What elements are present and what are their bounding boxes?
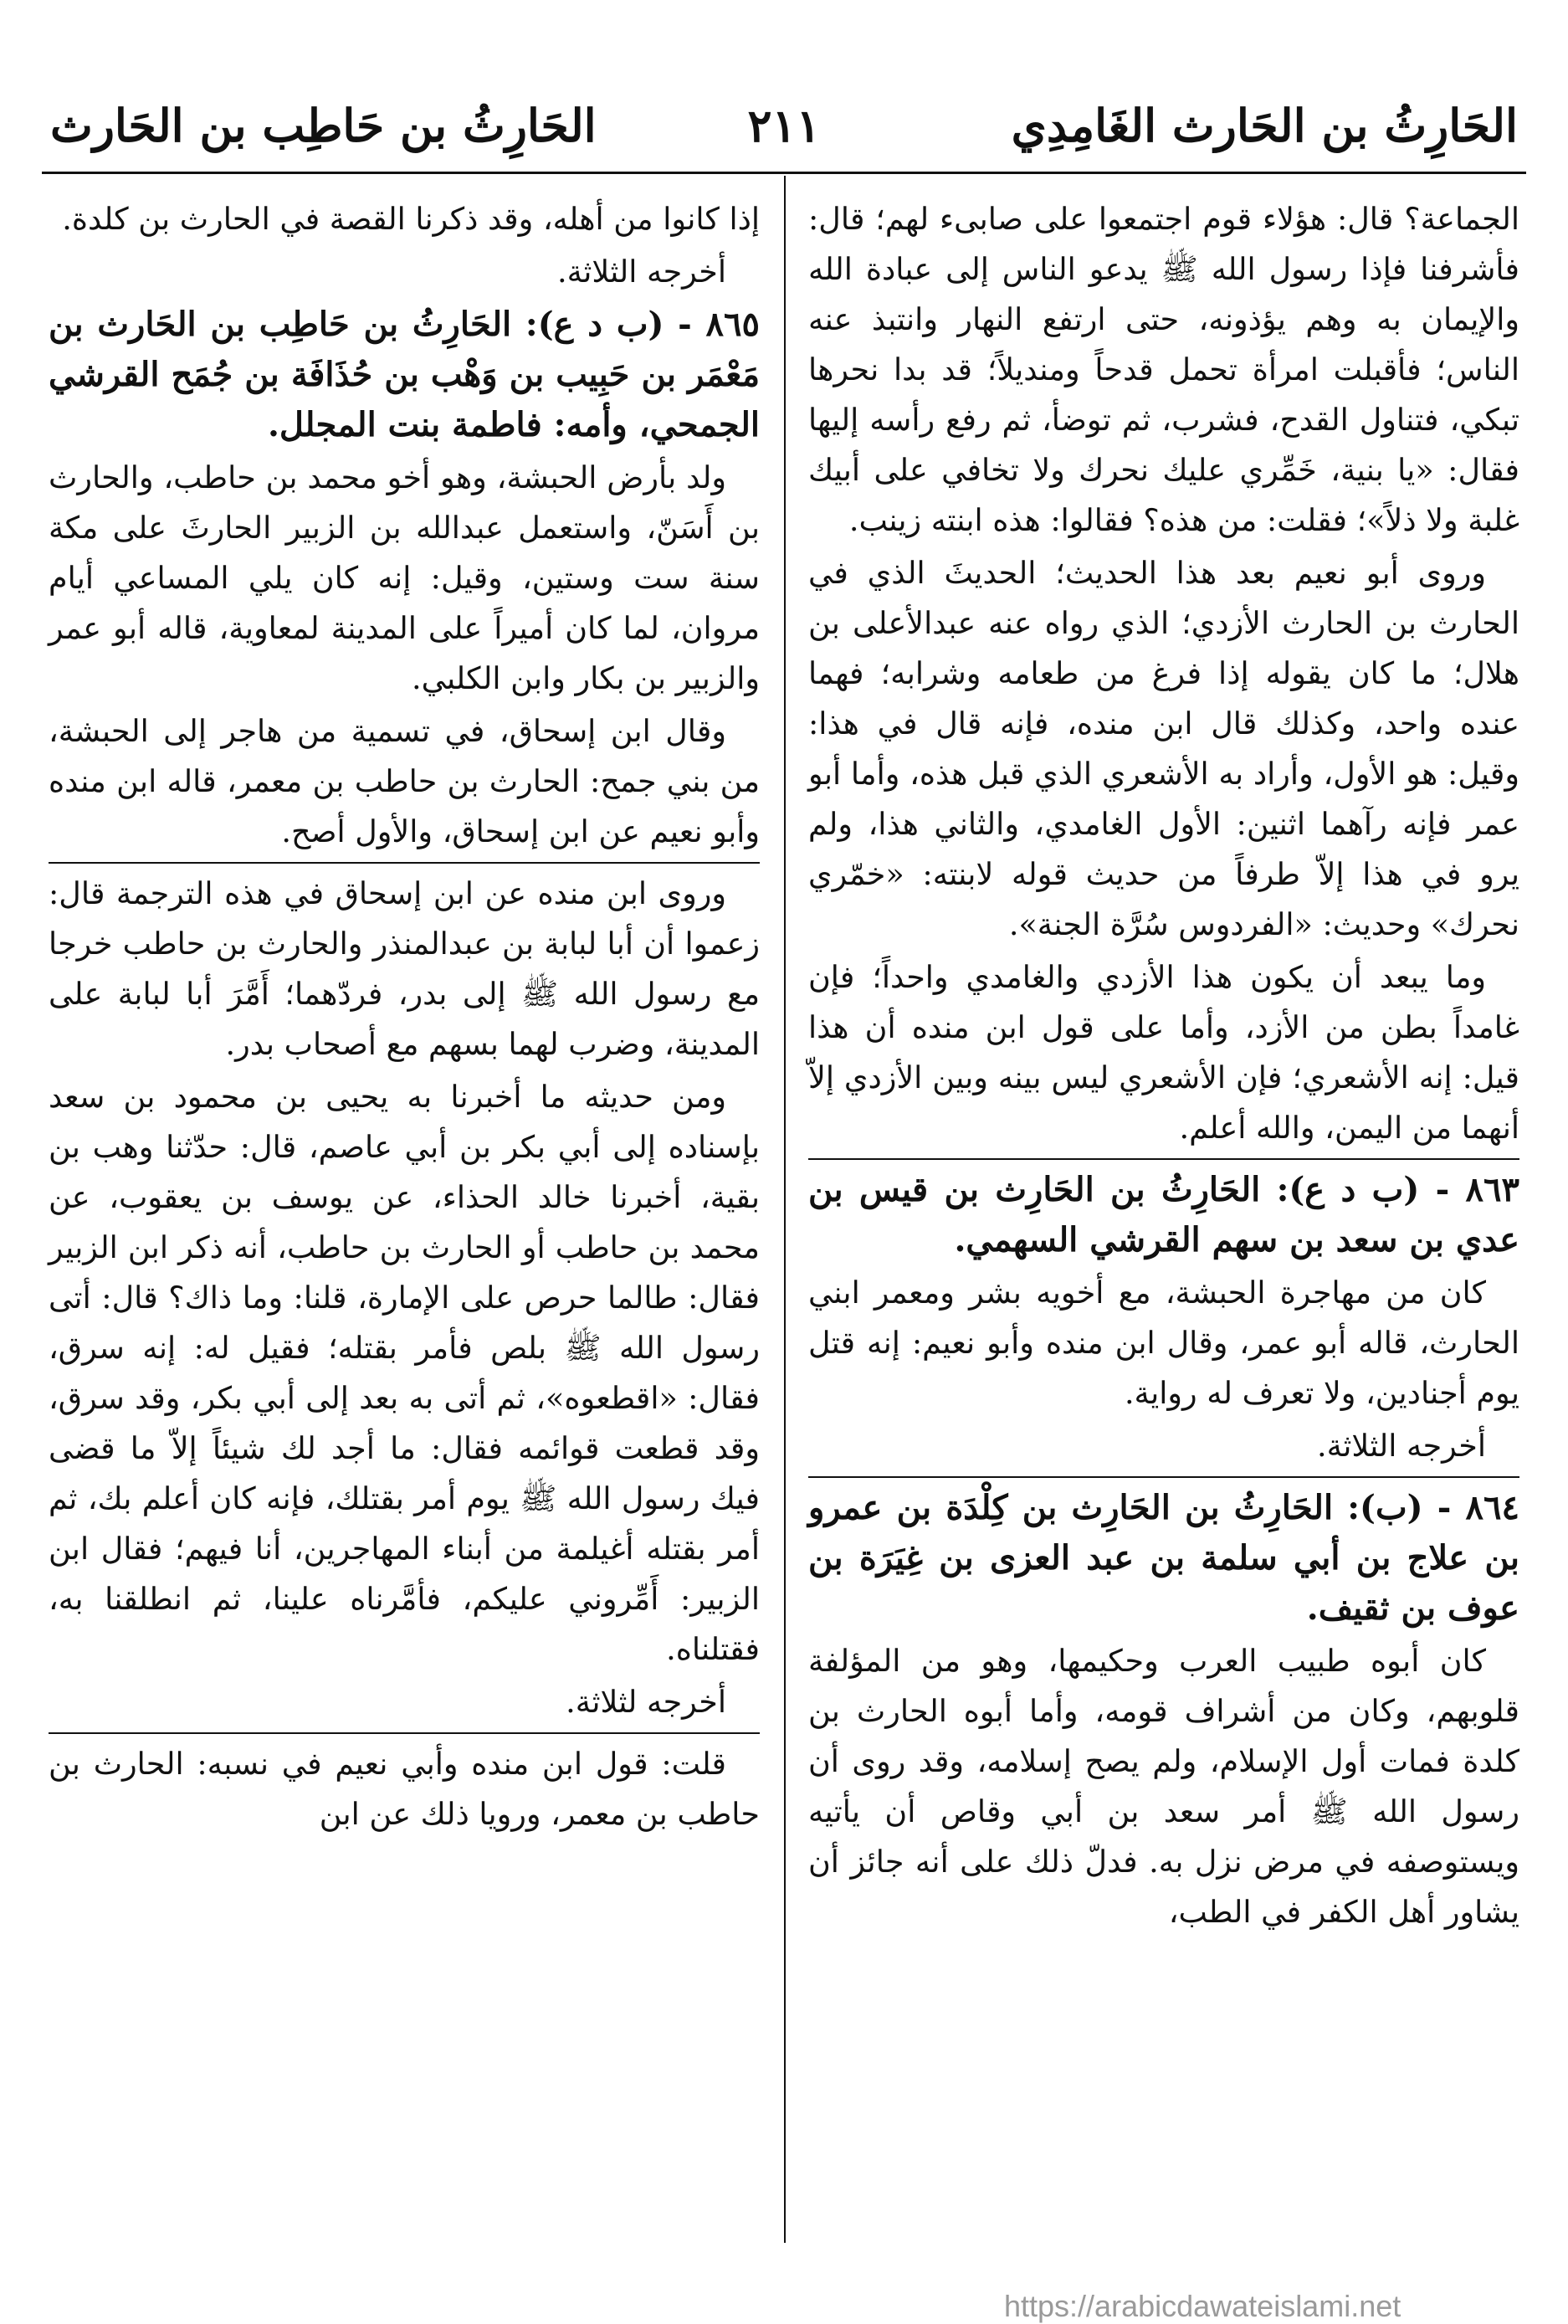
paragraph: وروى أبو نعيم بعد هذا الحديث؛ الحديثَ الذي في الحارث بن الحارث الأزدي؛ الذي رواه عنه عبدالأعلى بن هلال؛ ما كان يقوله إذا فرغ من طعامه وشرابه؛ فهما عنده واحد، وكذلك قال ابن منده، فإنه قال في هذا: وقيل: هو الأول، وأراد به الأشعري الذي قبل هذه، وأما أبو عمر فإنه رآهما اثنين: الأول الغامدي، والثاني هذا، ولم يرو في هذا إلاّ طرفاً من حديث قوله لابنته: «خمّري نحرك» وحديث: «الفردوس سُرَّة الجنة». <box>808 555 1519 942</box>
paragraph: وروى ابن منده عن ابن إسحاق في هذه الترجمة قال: زعموا أن أبا لبابة بن عبدالمنذر والحارث بن حاطب خرجا مع رسول الله ﷺ إلى بدر، فردّهما؛ أَمَّرَ أبا لبابة على المدينة، وضرب لهما بسهم مع أصحاب بدر. <box>49 875 760 1062</box>
entry-heading-865: ٨٦٥ - (ب د ع): الحَارِثُ بن حَاطِب بن الحَارث بن مَعْمَر بن حَبِيب بن وَهْب بن حُذَافَة بن جُمَح القرشي الجمحي، وأمه: فاطمة بنت المجلل. <box>49 305 760 444</box>
paragraph: الجماعة؟ قال: هؤلاء قوم اجتمعوا على صابىء لهم؛ قال: فأشرفنا فإذا رسول الله ﷺ يدعو الناس إلى عبادة الله والإيمان به وهم يؤذونه، حتى ارتفع النهار وانتبذ عنه الناس؛ فأقبلت امرأة تحمل قدحاً ومنديلاً؛ قد بدا نحرها تبكي، فتناول القدح، فشرب، ثم توضأ، ثم رفع رأسه إليها فقال: «يا بنية، خَمِّري عليك نحرك ولا تخافي على أبيك غلبة ولا ذلاً»؛ فقلت: من هذه؟ فقالوا: هذه ابنته زينب. <box>808 201 1519 538</box>
section-rule <box>808 1476 1519 1478</box>
paragraph: كان من مهاجرة الحبشة، مع أخويه بشر ومعمر ابني الحارث، قاله أبو عمر، وقال ابن منده وأبو نعيم: إنه قتل يوم أجنادين، ولا تعرف له رواية. <box>808 1275 1519 1411</box>
header-left-title: الحَارِثُ بن حَاطِب بن الحَارث <box>50 99 597 152</box>
section-rule <box>49 1732 760 1734</box>
left-column <box>49 194 760 1842</box>
paragraph: أخرجه الثلاثة. <box>557 254 726 290</box>
running-header <box>50 99 1518 166</box>
entry-heading-864: ٨٦٤ - (ب): الحَارِثُ بن الحَارِث بن كِلْدَة بن عمرو بن علاج بن أبي سلمة بن عبد العزى بن غِيَرَة بن عوف بن ثقيف. <box>808 1488 1519 1628</box>
header-right-title: الحَارِثُ بن الحَارث الغَامِدِي <box>1011 99 1518 152</box>
paragraph: ولد بأرض الحبشة، وهو أخو محمد بن حاطب، والحارث بن أَسَنّ، واستعمل عبدالله بن الزبير الحارثَ على مكة سنة ست وستين، وقيل: إنه كان يلي المساعي أيام مروان، لما كان أميراً على المدينة لمعاوية، قاله أبو عمر والزبير بن بكار وابن الكلبي. <box>49 459 760 696</box>
paragraph: إذا كانوا من أهله، وقد ذكرنا القصة في الحارث بن كلدة. <box>62 201 760 237</box>
watermark-url: https://arabicdawateislami.net <box>1004 2289 1401 2323</box>
paragraph: ومن حديثه ما أخبرنا به يحيى بن محمود بن سعد بإسناده إلى أبي بكر بن أبي عاصم، قال: حدّثنا وهب بن بقية، أخبرنا خالد الحذاء، عن يوسف بن يعقوب، عن محمد بن حاطب أو الحارث بن حاطب، أنه ذكر ابن الزبير فقال: طالما حرص على الإمارة، قلنا: وما ذاك؟ قال: أتى رسول الله ﷺ بلص فأمر بقتله؛ فقيل له: إنه سرق، فقال: «اقطعوه»، ثم أتى به بعد إلى أبي بكر، وقد سرق، وقد قطعت قوائمه فقال: ما أجد لك شيئاً إلاّ ما قضى فيك رسول الله ﷺ يوم أمر بقتلك، فإنه كان أعلم بك، ثم أمر بقتله أغيلمة من أبناء المهاجرين، أنا فيهم؛ فقال ابن الزبير: أَمِّروني عليكم، فأمَّرناه علينا، ثم انطلقنا به، فقتلناه. <box>49 1079 760 1667</box>
paragraph: أخرجه الثلاثة. <box>1317 1428 1486 1464</box>
paragraph: وقال ابن إسحاق، في تسمية من هاجر إلى الحبشة، من بني جمح: الحارث بن حاطب بن معمر، قاله ابن منده وأبو نعيم عن ابن إسحاق، والأول أصح. <box>49 713 760 849</box>
page-number: ٢١١ <box>747 99 821 152</box>
paragraph: أخرجه لثلاثة. <box>566 1684 726 1720</box>
paragraph: كان أبوه طبيب العرب وحكيمها، وهو من المؤلفة قلوبهم، وكان من أشراف قومه، وأما أبوه الحارث بن كلدة فمات أول الإسلام، ولم يصح إسلامه، وقد روى أن رسول الله ﷺ أمر سعد بن أبي وقاص أن يأتيه ويستوصفه في مرض نزل به. فدلّ ذلك على أنه جائز أن يشاور أهل الكفر في الطب، <box>808 1643 1519 1930</box>
paragraph: وما يبعد أن يكون هذا الأزدي والغامدي واحداً؛ فإن غامداً بطن من الأزد، وأما على قول ابن منده أن هذا قيل: إنه الأشعري؛ فإن الأشعري ليس بينه وبين الأزدي إلاّ أنهما من اليمن، والله أعلم. <box>808 959 1519 1146</box>
entry-heading-863: ٨٦٣ - (ب د ع): الحَارِثُ بن الحَارِث بن قيس بن عدي بن سعد بن سهم القرشي السهمي. <box>808 1170 1519 1259</box>
section-rule <box>808 1158 1519 1160</box>
header-rule <box>42 172 1526 174</box>
paragraph: قلت: قول ابن منده وأبي نعيم في نسبه: الحارث بن حاطب بن معمر، ورويا ذلك عن ابن <box>49 1746 760 1832</box>
column-divider <box>784 176 786 2243</box>
right-column <box>808 194 1519 1940</box>
section-rule <box>49 862 760 864</box>
